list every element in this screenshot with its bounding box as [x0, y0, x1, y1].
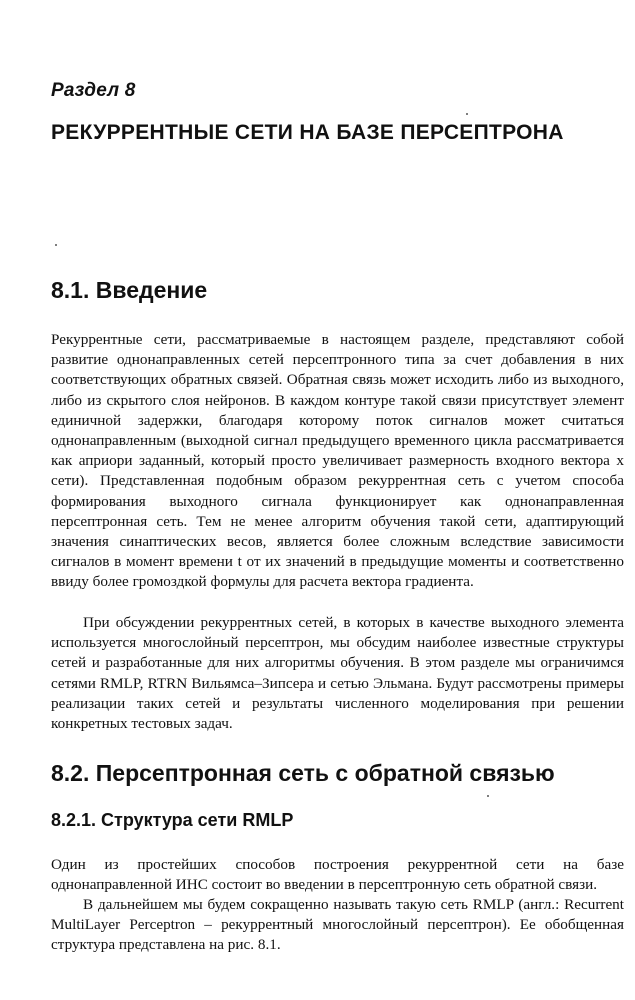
intro-paragraph-2: При обсуждении рекуррентных сетей, в которых в качестве выходного элемента используется многослойный персептрон, мы обсудим наиболее известные структуры сетей и разработанные для них алгоритмы обучения. В этом разделе мы ограничимся сетями RMLP, RTRN Вильямса–Зипсера и сетью Эльмана. Будут рассмотрены примеры реализации таких сетей и результаты численного моделирования при решении конкретных тестовых задач. — [51, 614, 624, 733]
scan-speck — [487, 795, 489, 797]
rmlp-paragraph-2: В дальнейшем мы будем сокращенно называть такую сеть RMLP (англ.: Recurrent MultiLayer Perceptron – рекуррентный многослойный персептрон). Ее обобщенная структура представлена на рис. 8.1. — [51, 896, 624, 954]
section-heading-intro: 8.1. Введение — [51, 277, 208, 303]
chapter-title: РЕКУРРЕНТНЫЕ СЕТИ НА БАЗЕ ПЕРСЕПТРОНА — [51, 121, 564, 144]
part-label: Раздел 8 — [51, 80, 136, 101]
rmlp-paragraph-1: Один из простейших способов построения рекуррентной сети на базе однонаправленной ИНС состоит во введении в персептронную сеть обратной связи. — [51, 856, 624, 894]
section-heading-feedback: 8.2. Персептронная сеть с обратной связью — [51, 760, 555, 786]
intro-paragraph-1: Рекуррентные сети, рассматриваемые в настоящем разделе, представляют собой развитие однонаправленных сетей персептронного типа за счет добавления в них соответствующих обратных связей. Обратная связь может исходить либо из выходного, либо из скрытого слоя нейронов. В каждом контуре такой связи присутствует элемент единичной задержки, благодаря которому поток сигналов может считаться однонаправленным (выходной сигнал предыдущего временного цикла рассматривается как априори заданный, который просто увеличивает размерность входного вектора x сети). Представленная подобным образом рекуррентная сеть с учетом способа формирования выходного сигнала функционирует как однонаправленная персептронная сеть. Тем не менее алгоритм обучения такой сети, адаптирующий значения синаптических весов, является более сложным вследствие зависимости сигналов в момент времени t от их значений в предыдущие моменты и соответственно ввиду более громоздкой формулы для расчета вектора градиента. — [51, 331, 624, 591]
scan-speck — [55, 244, 57, 246]
subsection-heading-rmlp: 8.2.1. Структура сети RMLP — [51, 810, 294, 830]
scan-speck — [466, 113, 468, 115]
